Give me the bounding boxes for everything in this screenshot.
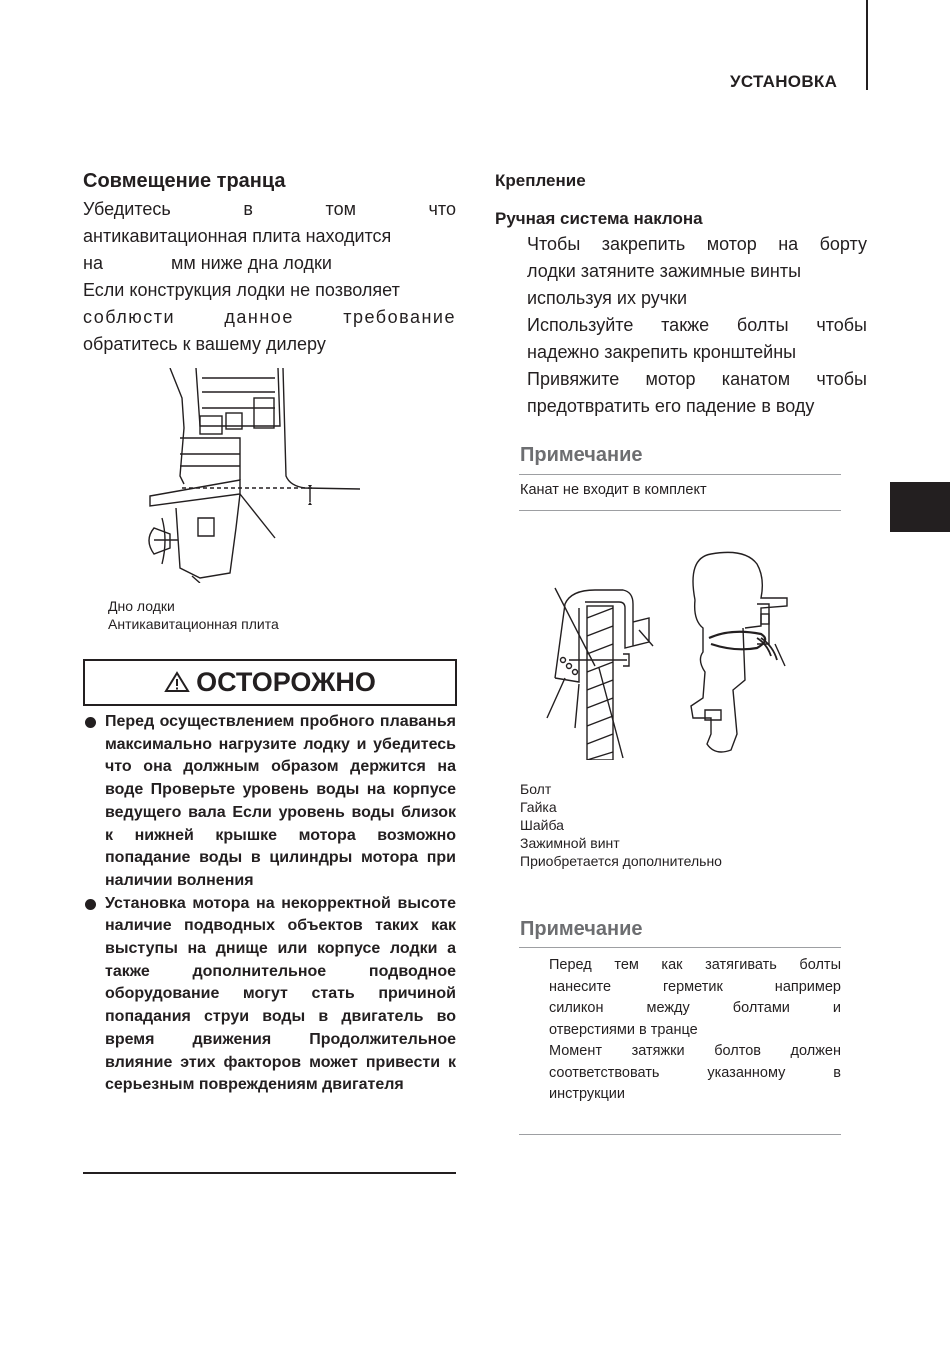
para-line: Чтобы закрепить мотор на борту [527,234,867,254]
transom-paragraph [83,196,456,358]
note-rule [519,1134,841,1135]
caption-boat-bottom: Дно лодки [108,598,175,614]
warning-bottom-rule [83,1172,456,1174]
transom-heading: Совмещение транца [83,170,286,192]
para-line [83,250,456,277]
section-title: УСТАНОВКА [730,72,838,91]
warning-item-text: Перед осуществлением пробного плаванья максимально нагрузите лодку и убедитесь что она должным образом держится на воде Проверьте уровень воды на корпусе ведущего вала Если уровень воды близок к нижней крышке мотора возможно попадание воды в цилиндры мотора при наличии волнения [105,713,456,889]
para-line: Убедитесь в том что [83,199,456,219]
manual-tilt-subheading: Ручная система наклона [495,209,703,228]
chapter-thumb-tab [890,482,950,532]
caption-bolt: Болт [520,781,552,797]
warning-item [83,711,456,893]
para-line-start: на [83,253,103,273]
note-rule [519,510,841,511]
warning-title: ОСТОРОЖНО [196,667,376,697]
note-line: отверстиями в транце [549,1021,698,1038]
header-vertical-rule [866,0,868,90]
bullet-icon [85,717,96,728]
caption-clamp-screw: Зажимной винт [520,835,620,851]
note-line: Перед тем как затягивать болты [549,957,841,973]
para-line-end: мм ниже дна лодки [170,253,332,273]
warning-list [83,711,456,1097]
para-line: антикавитационная плита находится [83,226,392,246]
clamp-and-rope-diagram [535,548,795,760]
warning-triangle-icon [164,671,190,693]
warning-header [83,659,457,706]
caption-sold-separately: Приобретается дополнительно [520,853,722,869]
note-text [549,955,841,1106]
warning-item-text: Установка мотора на некорректной высоте наличие подводных объектов таких как выступы на днище или корпусе лодки а также дополнительное подводное оборудование могут стать причиной попадания струи воды в двигатель во время движения Продолжительное влияние этих факторов может привести к серьезным повреждениям двигателя [105,894,456,1094]
note-line: нанесите герметик например [549,978,841,995]
mounting-paragraph [527,231,867,420]
para-line: обратитесь к вашему дилеру [83,334,326,354]
note-line: Момент затяжки болтов должен [549,1043,841,1059]
para-line: Используйте также болты чтобы [527,315,867,335]
para-line: используя их ручки [527,288,688,308]
caption-anticavitation-plate: Антикавитационная плита [108,616,279,632]
note-title: Примечание [520,918,643,940]
note-rule [519,474,841,475]
para-line: Привяжите мотор канатом чтобы [527,369,867,389]
para-line: лодки затяните зажимные винты [527,261,802,281]
note-rule [519,947,841,948]
caption-nut: Гайка [520,799,557,815]
figure-captions-right [520,780,722,870]
note-line: силикон между болтами и [549,1000,841,1016]
note-text: Канат не входит в комплект [520,482,707,498]
caption-washer: Шайба [520,817,564,833]
para-line: Если конструкция лодки не позволяет [83,280,400,300]
note-title: Примечание [520,444,643,466]
para-line: предотвратить его падение в воду [527,396,815,416]
para-line: соблюсти данное требование [83,307,456,327]
outboard-transom-diagram [140,368,360,583]
figure-captions-left [108,597,279,633]
note-line: инструкции [549,1086,625,1102]
bullet-icon [85,899,96,910]
para-line: надежно закрепить кронштейны [527,342,797,362]
warning-item [83,893,456,1097]
mounting-heading: Крепление [495,171,586,190]
note-line: соответствовать указанному в [549,1064,841,1081]
warning-title-row [85,661,455,704]
